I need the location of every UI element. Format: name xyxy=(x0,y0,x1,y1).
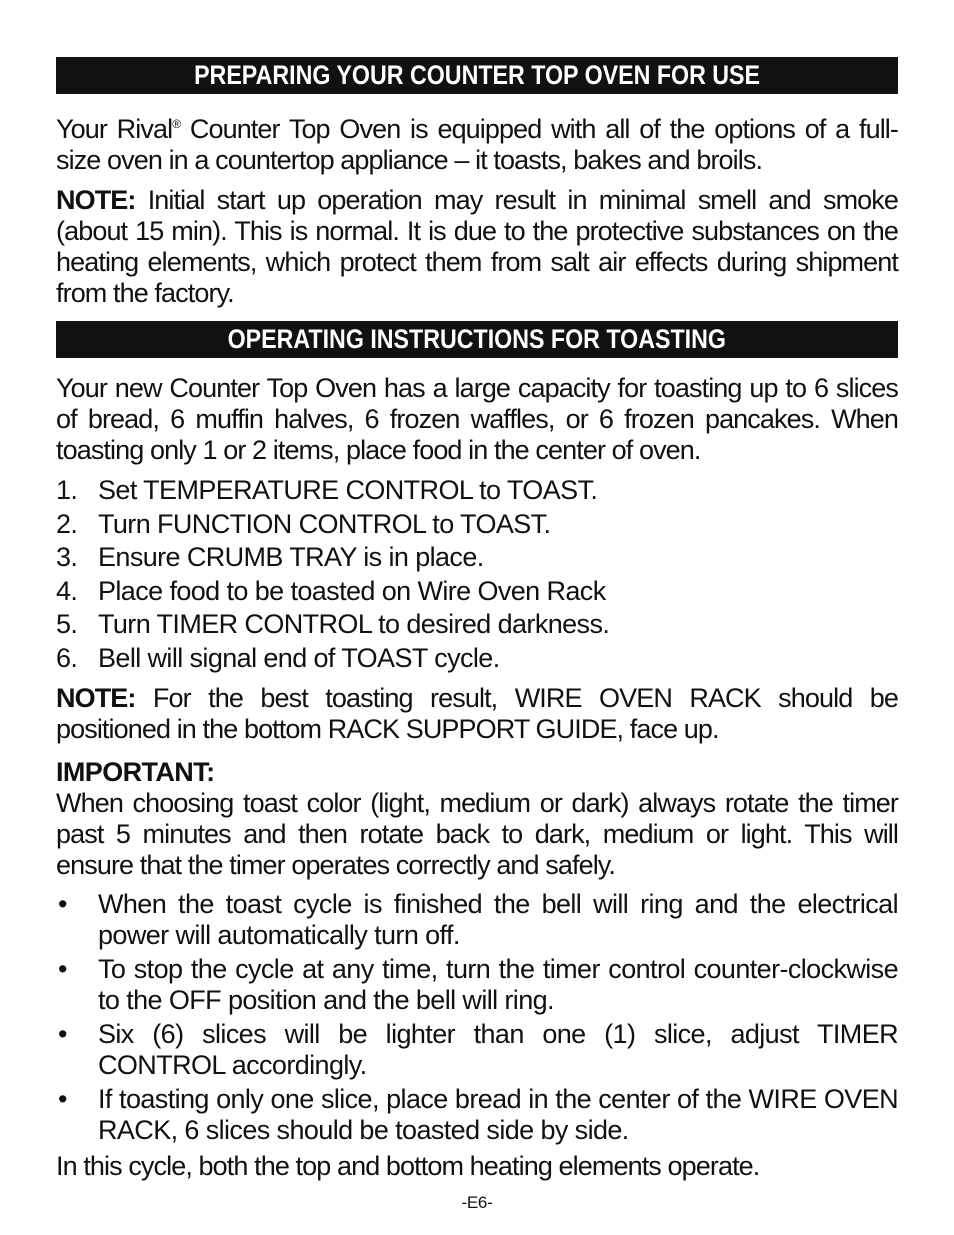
step-text: Bell will signal end of TOAST cycle. xyxy=(98,642,500,673)
note-text: For the best toasting result, WIRE OVEN RACK should be positioned in the bottom RACK SUPPORT GUIDE, face up. xyxy=(56,683,898,744)
section-title-toasting: OPERATING INSTRUCTIONS FOR TOASTING xyxy=(227,324,727,354)
step-item xyxy=(56,608,898,642)
section-header-preparing xyxy=(56,57,898,94)
step-number: 5. xyxy=(56,609,78,639)
note-text: Initial start up operation may result in minimal smell and smoke (about 15 min). This is normal. It is due to the protective substances on the heating elements, which protect them from salt air effects during shipment from the factory. xyxy=(56,185,898,308)
step-text: Turn FUNCTION CONTROL to TOAST. xyxy=(98,508,551,539)
step-number: 1. xyxy=(56,475,78,505)
bullet-text: To stop the cycle at any time, turn the timer control counter-clockwise to the OFF position and the bell will ring. xyxy=(98,954,898,1015)
bullet-icon: • xyxy=(58,1084,67,1114)
step-text: Place food to be toasted on Wire Oven Rack xyxy=(98,575,606,606)
step-number: 3. xyxy=(56,542,78,572)
preparing-note xyxy=(56,185,898,309)
preparing-intro-part1: Your Rival xyxy=(56,114,173,144)
bullet-item xyxy=(56,1019,898,1081)
section-title-preparing: PREPARING YOUR COUNTER TOP OVEN FOR USE xyxy=(194,60,760,90)
bullet-text: Six (6) slices will be lighter than one (1) slice, adjust TIMER CONTROL accordingly. xyxy=(98,1019,898,1080)
toasting-steps xyxy=(56,474,898,675)
note-label: NOTE: xyxy=(56,683,136,713)
bullet-icon: • xyxy=(58,889,67,919)
bullet-item xyxy=(56,954,898,1016)
bullet-icon: • xyxy=(58,954,67,984)
step-text: Ensure CRUMB TRAY is in place. xyxy=(98,542,484,572)
step-item xyxy=(56,508,898,542)
toasting-bullets xyxy=(56,889,898,1146)
important-label: IMPORTANT: xyxy=(56,757,215,787)
toasting-intro: Your new Counter Top Oven has a large capacity for toasting up to 6 slices of bread, 6 muffin halves, 6 frozen waffles, or 6 frozen pancakes. When toasting only 1 or 2 items, place food in the center of oven. xyxy=(56,373,898,465)
toasting-note xyxy=(56,683,898,745)
section-header-toasting xyxy=(56,321,898,358)
step-text: Set TEMPERATURE CONTROL to TOAST. xyxy=(98,475,598,505)
step-number: 4. xyxy=(56,575,78,606)
important-text: When choosing toast color (light, medium or dark) always rotate the timer past 5 minutes and then rotate back to dark, medium or light. This will ensure that the timer operates correctly and safely. xyxy=(56,788,898,880)
preparing-intro xyxy=(56,114,898,176)
step-item xyxy=(56,575,898,609)
step-item xyxy=(56,541,898,575)
bullet-item xyxy=(56,889,898,951)
registered-mark: ® xyxy=(172,117,181,131)
bullet-text: If toasting only one slice, place bread in the center of the WIRE OVEN RACK, 6 slices should be toasted side by side. xyxy=(98,1084,898,1145)
step-number: 6. xyxy=(56,642,78,673)
note-label: NOTE: xyxy=(56,185,136,215)
bullet-icon: • xyxy=(58,1019,67,1049)
step-item xyxy=(56,474,898,508)
step-text: Turn TIMER CONTROL to desired darkness. xyxy=(98,609,610,639)
step-number: 2. xyxy=(56,508,78,539)
bullet-text: When the toast cycle is finished the bell will ring and the electrical power will automatically turn off. xyxy=(98,889,898,950)
step-item xyxy=(56,642,898,676)
preparing-intro-part2: Counter Top Oven is equipped with all of the options of a full-size oven in a countertop appliance – it toasts, bakes and broils. xyxy=(56,114,898,175)
closing-text: In this cycle, both the top and bottom heating elements operate. xyxy=(56,1151,760,1181)
manual-page xyxy=(56,57,898,1182)
bullet-item xyxy=(56,1084,898,1146)
page-number: -E6- xyxy=(461,1193,493,1212)
